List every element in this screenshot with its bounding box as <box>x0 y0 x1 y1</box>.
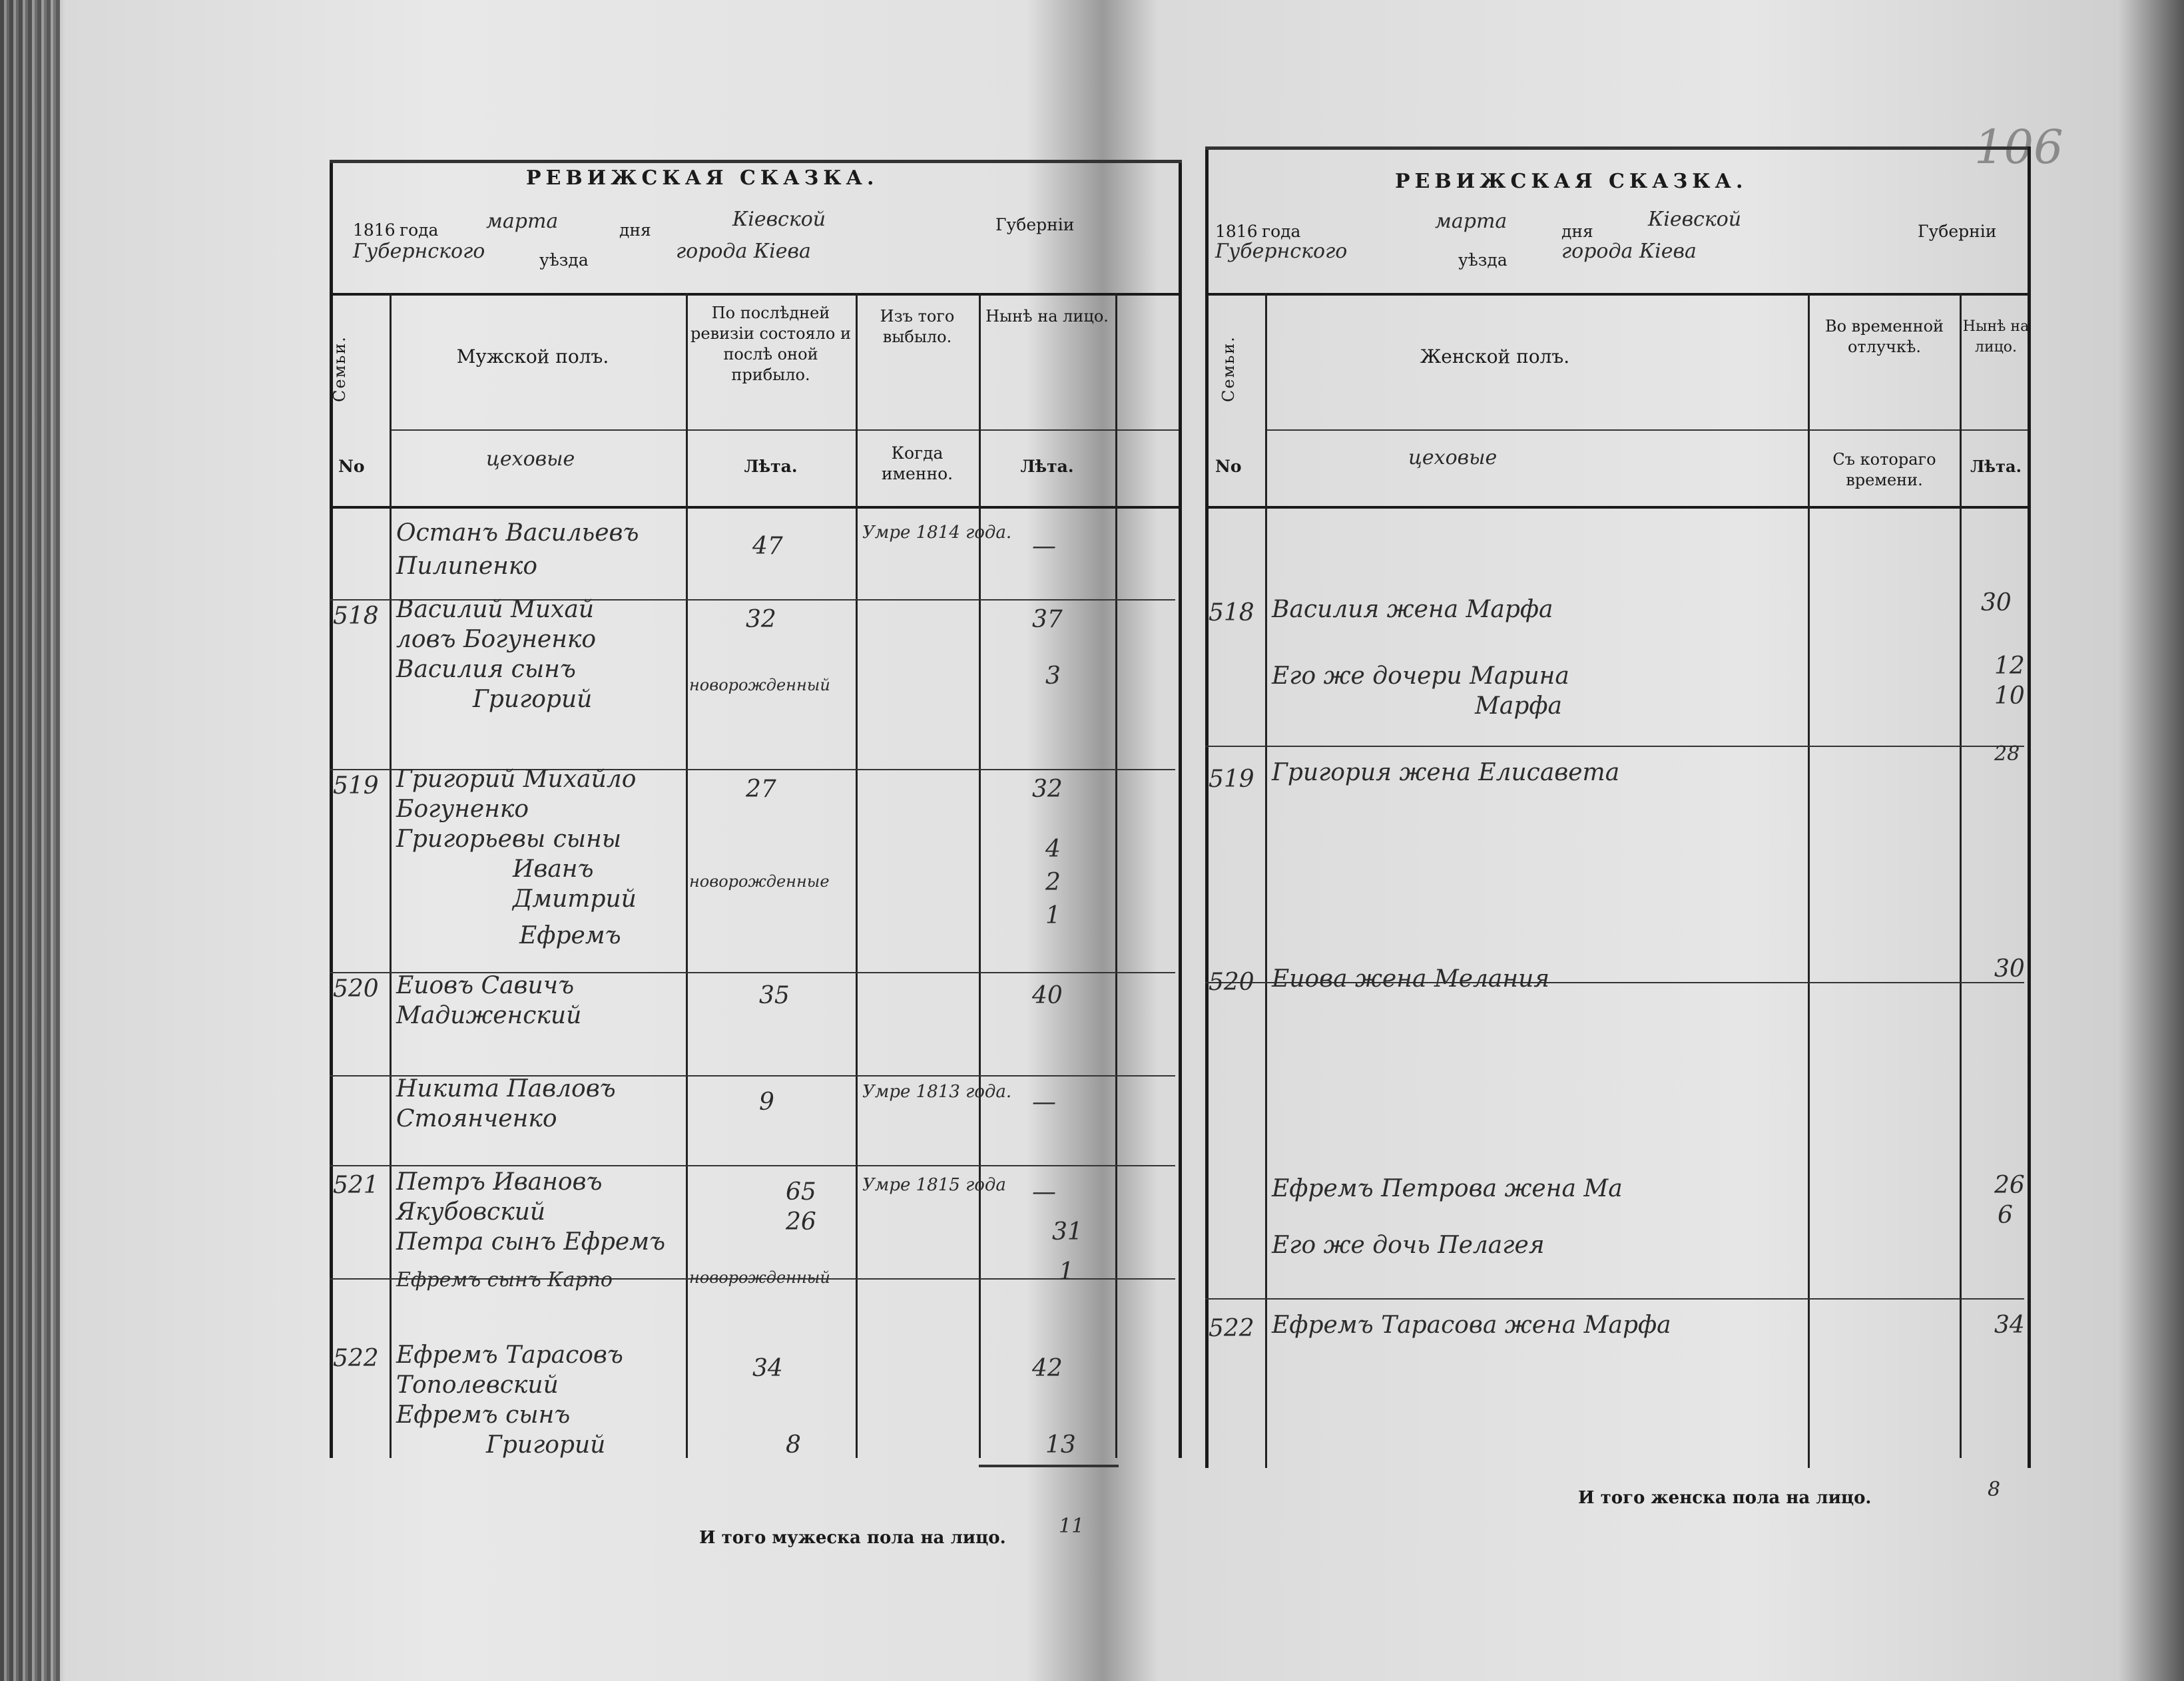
right-col-present: Нынѣ на лицо. <box>1962 318 2030 356</box>
table-cell: Иванъ <box>513 855 594 883</box>
left-total-label: И того мужеска пола на лицо. <box>699 1528 1006 1548</box>
table-cell: — <box>1032 1178 1056 1206</box>
table-cell: ловъ Богуненко <box>396 626 597 653</box>
table-cell: 8 <box>786 1431 801 1459</box>
right-vrule-1 <box>1265 293 1267 1468</box>
table-cell: Тополевский <box>396 1371 559 1399</box>
table-cell: Петръ Ивановъ <box>396 1168 603 1196</box>
table-cell: 40 <box>1032 982 1063 1009</box>
table-cell: Ефремъ сынъ <box>396 1401 571 1429</box>
left-row-rule <box>330 1165 1175 1166</box>
table-cell: 521 <box>333 1172 379 1199</box>
left-col-years2: Лѣта. <box>1020 457 1074 476</box>
table-cell: Ефремъ <box>519 922 621 949</box>
right-col-since-when: Съ котораго времени. <box>1832 450 1936 489</box>
left-estate-hw: цеховые <box>486 447 575 471</box>
right-subheader-rule <box>1265 429 2028 431</box>
table-cell: Дмитрий <box>513 885 637 913</box>
table-cell: 32 <box>746 606 776 633</box>
right-city-hw: города Кiева <box>1561 240 1697 263</box>
table-cell: 6 <box>1998 1202 2013 1229</box>
table-cell: 28 <box>1994 742 2020 766</box>
table-cell: Григория жена Елисавета <box>1272 759 1620 786</box>
table-cell: Его же дочь Пелагея <box>1272 1232 1545 1259</box>
table-cell: Якубовский <box>396 1198 546 1226</box>
table-cell: 520 <box>1209 969 1254 996</box>
table-cell: 520 <box>333 975 379 1003</box>
table-cell: 26 <box>786 1208 816 1236</box>
left-uezd-label: уѣзда <box>539 250 589 270</box>
table-cell: Мадиженский <box>396 1002 582 1029</box>
table-cell: Марфа <box>1475 692 1563 720</box>
table-cell: 518 <box>1209 599 1254 626</box>
table-cell: 9 <box>759 1088 774 1116</box>
table-cell: Василия сынъ <box>396 656 576 683</box>
right-vrule-2 <box>1808 293 1810 1468</box>
left-vrule-2 <box>686 293 688 1458</box>
table-cell: Еиова жена Мелания <box>1272 965 1550 993</box>
left-gubernia-hw: Кiевской <box>732 208 826 231</box>
left-vrule-4 <box>979 293 981 1458</box>
table-cell: 34 <box>1994 1312 2025 1339</box>
table-cell: Умре 1813 года. <box>862 1082 1012 1102</box>
right-uezd-label: уѣзда <box>1458 250 1507 270</box>
right-estate-hw: цеховые <box>1408 446 1498 469</box>
table-cell: 2 <box>1045 869 1061 896</box>
left-year-label: года <box>400 220 439 240</box>
right-table-top-rule <box>1205 506 2028 509</box>
table-cell: 30 <box>1994 955 2025 983</box>
left-vrule-1 <box>390 293 392 1458</box>
table-cell: 519 <box>1209 766 1254 793</box>
left-total-rule <box>979 1465 1119 1467</box>
right-col-temp-absence: Во временной отлучкѣ. <box>1824 317 1944 356</box>
right-col-families: Семьи. <box>1219 336 1238 402</box>
table-cell: 42 <box>1032 1355 1063 1382</box>
table-cell: Василий Михай <box>396 596 594 623</box>
right-total-value: 8 <box>1988 1478 2001 1501</box>
table-cell: Богуненко <box>396 796 529 823</box>
left-page-title: РЕВИЖСКАЯ СКАЗКА. <box>526 166 879 190</box>
right-col-female-sex: Женской полъ. <box>1420 346 1570 367</box>
right-month: марта <box>1435 210 1507 233</box>
table-cell: новорожденный <box>689 676 830 694</box>
left-col-families: Семьи. <box>330 336 349 402</box>
right-col-years: Лѣта. <box>1970 457 2022 476</box>
table-cell: 12 <box>1994 652 2025 680</box>
table-cell: 26 <box>1994 1172 2025 1199</box>
right-top-rule <box>1205 146 2028 150</box>
table-cell: 30 <box>1981 589 2012 616</box>
left-day-label: дня <box>619 220 651 240</box>
table-cell: 13 <box>1045 1431 1076 1459</box>
left-col-years1: Лѣта. <box>744 457 798 476</box>
table-cell: Умре 1815 года <box>862 1175 1006 1195</box>
left-vrule-5 <box>1115 293 1117 1458</box>
left-col-male-sex: Мужской полъ. <box>456 346 609 367</box>
table-cell: 32 <box>1032 776 1063 803</box>
table-cell: Его же дочери Марина <box>1272 662 1569 690</box>
table-cell: Никита Павловъ <box>396 1075 616 1102</box>
table-cell: Василия жена Марфа <box>1272 596 1553 623</box>
table-cell: 1 <box>1059 1258 1074 1286</box>
table-cell: Пилипенко <box>396 553 538 580</box>
right-uezd-hw: Губернского <box>1215 240 1348 263</box>
right-year-label: года <box>1262 222 1301 241</box>
left-top-rule <box>330 160 1182 163</box>
table-cell: 31 <box>1052 1218 1083 1246</box>
table-cell: новорожденный <box>689 1268 830 1287</box>
left-col-when: Когда именно. <box>881 443 954 483</box>
left-table-top-rule <box>330 506 1182 509</box>
table-cell: 1 <box>1045 902 1061 929</box>
table-cell: Григорьевы сыны <box>396 826 622 853</box>
table-cell: 65 <box>786 1178 816 1206</box>
right-vrule-3 <box>1960 293 1962 1458</box>
table-cell: 522 <box>1209 1315 1254 1342</box>
table-cell: Григорий Михайло <box>396 766 637 793</box>
table-cell: Григорий <box>486 1431 606 1459</box>
table-cell: 10 <box>1994 682 2025 710</box>
table-cell: Ефремъ Тарасова жена Марфа <box>1272 1312 1671 1339</box>
left-total-value: 11 <box>1059 1515 1085 1538</box>
table-cell: 522 <box>333 1345 379 1372</box>
left-year: 1816 <box>353 220 396 240</box>
table-cell: 3 <box>1045 662 1061 690</box>
right-row-rule <box>1205 746 2024 747</box>
right-day-label: дня <box>1561 222 1593 241</box>
table-cell: Останъ Васильевъ <box>396 519 639 547</box>
right-gubernia-label: Губернiи <box>1918 222 1997 241</box>
left-col-departed: Изъ того выбыло. <box>880 307 955 346</box>
left-col-no: No <box>338 457 365 476</box>
table-cell: 4 <box>1045 836 1061 863</box>
right-col-no: No <box>1215 457 1242 476</box>
left-vrule-3 <box>856 293 858 1458</box>
table-cell: Петра сынъ Ефремъ <box>396 1228 666 1256</box>
left-subheader-rule <box>390 429 1179 431</box>
left-uezd-hw: Губернского <box>353 240 485 263</box>
right-header-rule <box>1205 293 2028 296</box>
table-cell: — <box>1032 533 1056 560</box>
left-header-rule <box>330 293 1182 296</box>
table-cell: Ефремъ Петрова жена Ма <box>1272 1175 1623 1202</box>
left-gubernia-label: Губернiи <box>995 215 1075 234</box>
page-edges <box>0 0 60 1681</box>
left-page <box>60 40 1132 1651</box>
left-month: марта <box>486 210 559 233</box>
left-col-present: Нынѣ на лицо. <box>985 307 1109 326</box>
right-page-title: РЕВИЖСКАЯ СКАЗКА. <box>1395 170 1748 193</box>
folio-number: 106 <box>1974 120 2063 174</box>
table-cell: Ефремъ сынъ Карпо <box>396 1268 613 1292</box>
left-col-last-revision: По послѣдней ревизiи состояло и послѣ оной прибыло. <box>690 304 851 384</box>
table-cell: Григорий <box>473 686 593 713</box>
right-total-label: И того женска пола на лицо. <box>1578 1488 1872 1508</box>
table-cell: — <box>1032 1088 1056 1116</box>
table-cell: Умре 1814 года. <box>862 523 1012 543</box>
table-cell: 37 <box>1032 606 1063 633</box>
table-cell: Стоянченко <box>396 1105 557 1132</box>
table-cell: новорожденные <box>689 872 830 891</box>
table-cell: Ефремъ Тарасовъ <box>396 1341 623 1369</box>
table-cell: 518 <box>333 602 379 630</box>
table-cell: Еиовъ Савичъ <box>396 972 575 999</box>
right-row-rule <box>1205 1298 2024 1300</box>
left-city-hw: города Кiева <box>676 240 811 263</box>
right-page <box>1142 13 2141 1624</box>
table-cell: 35 <box>759 982 790 1009</box>
table-cell: 34 <box>752 1355 783 1382</box>
table-cell: 519 <box>333 772 379 800</box>
table-cell: 27 <box>746 776 776 803</box>
right-gubernia-hw: Кiевской <box>1648 208 1742 231</box>
right-year: 1816 <box>1215 222 1258 241</box>
table-cell: 47 <box>752 533 783 560</box>
